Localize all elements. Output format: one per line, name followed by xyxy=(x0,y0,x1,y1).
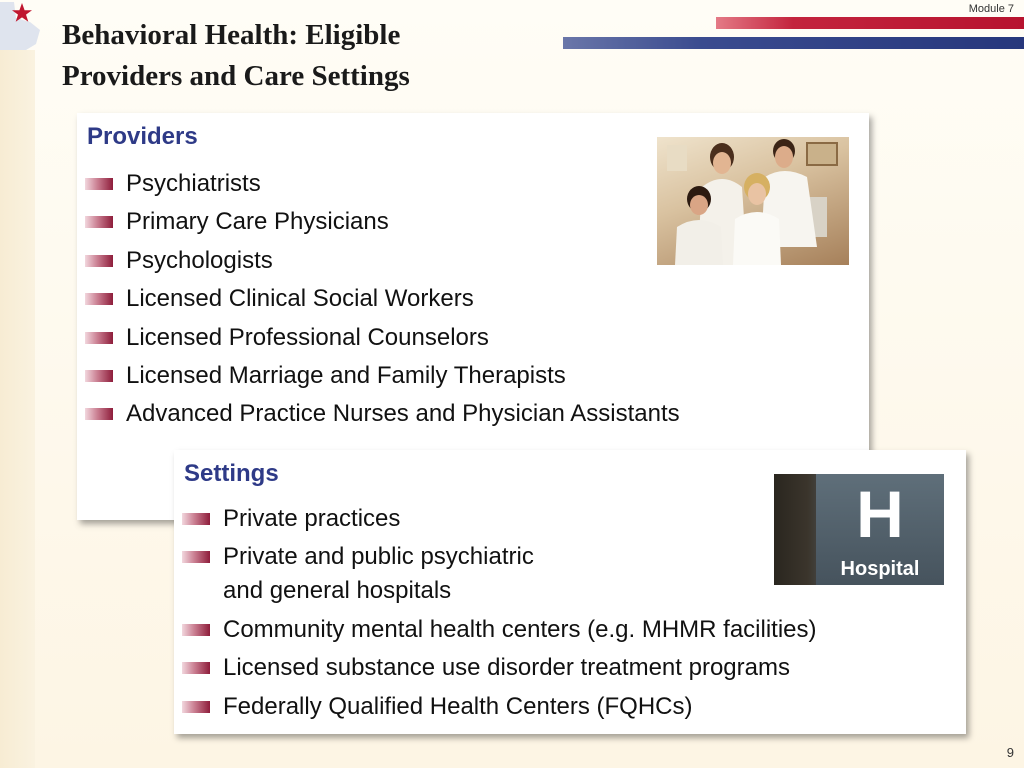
left-decorative-band xyxy=(0,50,35,768)
list-item-label: Community mental health centers (e.g. MHMR facilities) xyxy=(223,615,817,643)
list-item xyxy=(182,654,817,682)
page-number: 9 xyxy=(1006,745,1014,760)
header-stripe-red xyxy=(716,17,1024,29)
list-item xyxy=(85,208,680,236)
list-item-label: Advanced Practice Nurses and Physician Assistants xyxy=(126,400,680,428)
hospital-sign xyxy=(816,474,944,585)
list-item xyxy=(182,505,817,533)
bullet-icon xyxy=(85,293,113,305)
list-item-label: Primary Care Physicians xyxy=(126,208,389,236)
providers-heading: Providers xyxy=(87,123,198,150)
list-item-label: Licensed Professional Counselors xyxy=(126,323,489,351)
bullet-icon xyxy=(85,332,113,344)
bullet-icon xyxy=(182,551,210,563)
list-item xyxy=(85,324,680,352)
hospital-sign-word: Hospital xyxy=(840,558,920,580)
bullet-icon xyxy=(182,513,210,525)
bullet-icon xyxy=(85,370,113,382)
settings-card xyxy=(174,450,966,734)
list-item-label: Licensed substance use disorder treatment programs xyxy=(223,654,790,682)
title-line-1: Behavioral Health: Eligible xyxy=(62,19,401,51)
list-item xyxy=(85,285,680,313)
settings-list xyxy=(182,505,817,731)
list-item xyxy=(85,400,680,428)
list-item xyxy=(182,693,817,721)
list-item-label: Private practices xyxy=(223,505,401,532)
list-item-label: Private and public psychiatric xyxy=(223,543,534,571)
list-item-label: Licensed Clinical Social Workers xyxy=(126,285,474,313)
bullet-icon xyxy=(85,216,113,228)
list-item xyxy=(85,362,680,390)
bullet-icon xyxy=(85,178,113,190)
hospital-sign-photo xyxy=(774,474,944,585)
bullet-icon xyxy=(85,255,113,267)
list-item-label-continued: and general hospitals xyxy=(223,577,452,605)
slide-title xyxy=(62,15,542,97)
header-stripe-blue xyxy=(563,37,1024,49)
settings-heading: Settings xyxy=(184,460,279,487)
list-item-label: Federally Qualified Health Centers (FQHCs) xyxy=(223,692,693,720)
list-item xyxy=(85,170,680,198)
bullet-icon xyxy=(182,701,210,713)
doctors-photo xyxy=(657,137,849,265)
bullet-icon xyxy=(182,662,210,674)
bullet-icon xyxy=(85,408,113,420)
module-label: Module 7 xyxy=(968,3,1014,15)
title-line-2: Providers and Care Settings xyxy=(62,60,410,92)
providers-list xyxy=(85,170,680,439)
list-item xyxy=(85,247,680,275)
list-item-label: Psychologists xyxy=(126,246,273,274)
list-item xyxy=(182,616,817,644)
list-item-label: Psychiatrists xyxy=(126,170,261,197)
list-item xyxy=(182,543,817,605)
hospital-sign-letter: H xyxy=(856,477,904,551)
texas-star-logo xyxy=(0,0,42,50)
bullet-icon xyxy=(182,624,210,636)
doctors-illustration xyxy=(657,137,849,265)
list-item-label: Licensed Marriage and Family Therapists xyxy=(126,361,566,389)
